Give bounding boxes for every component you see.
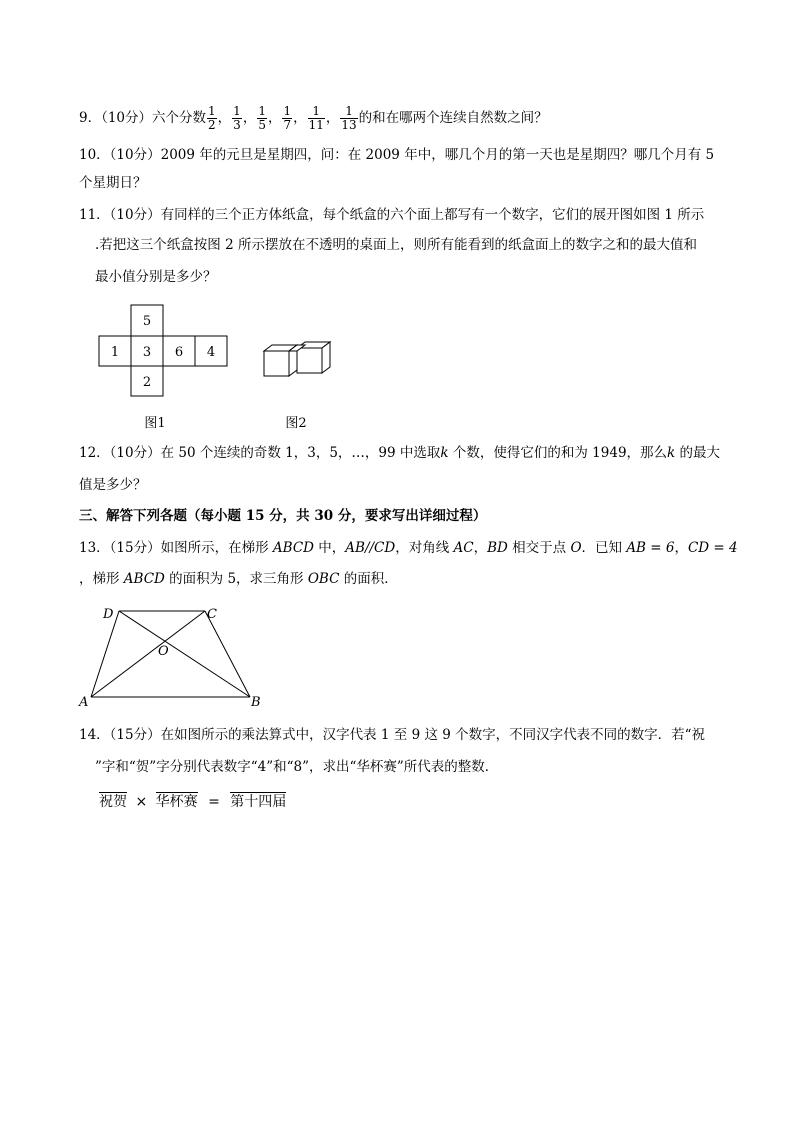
net-num-right2: 4 — [206, 345, 216, 360]
question-12-line1 — [79, 443, 720, 463]
q13-t4: AB//CD — [345, 540, 396, 556]
q13-t13: ， — [674, 540, 688, 556]
question-9 — [79, 105, 548, 132]
q12-text-a: 12．（10分）在 50 个连续的奇数 1，3，5，…，99 中选取 — [79, 445, 441, 461]
question-14-line2: ”字和“贺”字分别代表数字“4”和“8”，求出“华杯赛”所代表的整数． — [95, 759, 499, 775]
q13-l2-t4: OBC — [307, 571, 340, 587]
equals-sign: = — [208, 794, 220, 810]
q13-t11: ．已知 — [581, 540, 627, 556]
q13-l2-t3: 的面积为 5，求三角形 — [164, 571, 308, 587]
fraction-numerator: 1 — [308, 105, 325, 119]
fraction — [257, 105, 267, 132]
net-num-center: 3 — [142, 345, 152, 360]
fraction-separator: ， — [267, 110, 282, 126]
label-o: O — [158, 644, 169, 659]
fraction-numerator: 1 — [258, 104, 266, 118]
net-num-right1: 6 — [174, 345, 184, 360]
q13-l2-t2: ABCD — [123, 571, 165, 587]
label-b: B — [251, 695, 261, 710]
q13-t6: AC — [453, 540, 474, 556]
fraction-separator: ， — [242, 110, 257, 126]
q13-t14: CD = 4 — [687, 540, 738, 556]
q13-t3: 中， — [313, 540, 346, 556]
q13-l2-t1: ，梯形 — [79, 571, 124, 587]
multiplication-equation — [99, 792, 286, 812]
q12-var-k: k — [440, 445, 449, 461]
fraction-separator: ， — [217, 110, 232, 126]
question-11-line3: 最小值分别是多少？ — [95, 269, 217, 285]
q12-text-c: 的最大 — [675, 445, 721, 461]
net-num-bottom: 2 — [142, 375, 152, 390]
label-a: A — [79, 695, 89, 710]
side-da — [91, 611, 119, 697]
fig1-caption: 图1 — [144, 416, 166, 431]
q13-t7: ， — [473, 540, 488, 556]
question-11-line2: .若把这三个纸盒按图 2 所示摆放在不透明的桌面上，则所有能看到的纸盒面上的数字之和的最大值和 — [95, 237, 697, 253]
fraction — [282, 105, 292, 132]
fraction-separator: ， — [325, 110, 340, 126]
label-c: C — [207, 607, 217, 622]
term-huabeisai: 华杯赛 — [155, 794, 198, 810]
stacked-cubes-figure — [264, 342, 330, 376]
question-11-line1: 11．（10分）有同样的三个正方体纸盒，每个纸盒的六个面上都写有一个数字，它们的展开图如图 1 所示 — [79, 207, 705, 223]
question-10-line2: 个星期日？ — [79, 175, 147, 191]
term-result: 第十四届 — [230, 794, 287, 810]
q9-suffix: 的和在哪两个连续自然数之间？ — [358, 110, 548, 126]
fraction-numerator: 1 — [233, 104, 241, 118]
q13-t5: ，对角线 — [395, 540, 454, 556]
question-10-line1: 10．（10分）2009 年的元旦是星期四，问：在 2009 年中，哪几个月的第一天也是星期四？哪几个月有 5 — [79, 147, 715, 163]
fraction-denominator: 5 — [258, 118, 266, 132]
fraction-numerator: 1 — [208, 104, 216, 118]
fraction-denominator: 2 — [208, 118, 216, 132]
trapezoid-figure — [0, 600, 794, 715]
fig2-caption: 图2 — [285, 416, 307, 431]
question-14-line1: 14．（15分）在如图所示的乘法算式中，汉字代表 1 至 9 这 9 个数字，不同汉字代表不同的数字．若“祝 — [79, 727, 706, 743]
q13-t8: BD — [487, 540, 508, 556]
q11-figures — [0, 295, 794, 435]
q13-t9: 相交于点 — [507, 540, 571, 556]
q12-var-k2: k — [667, 445, 676, 461]
label-d: D — [103, 607, 114, 622]
section-3-title: 三、解答下列各题（每小题 15 分，共 30 分，要求写出详细过程） — [79, 508, 487, 524]
net-num-top: 5 — [142, 314, 152, 329]
fraction — [232, 105, 242, 132]
q13-t1: 13．（15分）如图所示，在梯形 — [79, 540, 273, 556]
times-sign: × — [135, 794, 148, 810]
fraction-denominator: 7 — [283, 118, 292, 132]
diagonal-ac — [91, 611, 205, 697]
q12-text-b: 个数，使得它们的和为 1949，那么 — [448, 445, 668, 461]
fraction-numerator: 1 — [283, 104, 292, 118]
question-12-line2: 值是多少？ — [79, 477, 147, 493]
fraction-denominator: 3 — [233, 118, 241, 132]
q13-l2-t5: 的面积． — [339, 571, 398, 587]
q13-t10: O — [570, 540, 582, 556]
term-zhuhe: 祝贺 — [99, 794, 127, 810]
q9-fractions — [206, 104, 359, 132]
question-13-line1 — [79, 538, 738, 558]
question-13-line2 — [79, 569, 398, 589]
q13-t2: ABCD — [272, 540, 314, 556]
fraction — [340, 105, 357, 132]
fraction-denominator: 11 — [308, 118, 324, 132]
fraction-numerator: 1 — [340, 105, 357, 119]
side-cb — [205, 611, 250, 697]
fraction-separator: ， — [293, 110, 307, 126]
diagonal-bd — [119, 611, 250, 697]
fraction-denominator: 13 — [341, 118, 357, 132]
q13-t12: AB = 6 — [626, 540, 675, 556]
q9-prefix: 9．（10分）六个分数 — [79, 110, 207, 126]
net-num-left: 1 — [110, 345, 120, 360]
fraction — [308, 105, 325, 132]
fraction — [207, 105, 217, 132]
